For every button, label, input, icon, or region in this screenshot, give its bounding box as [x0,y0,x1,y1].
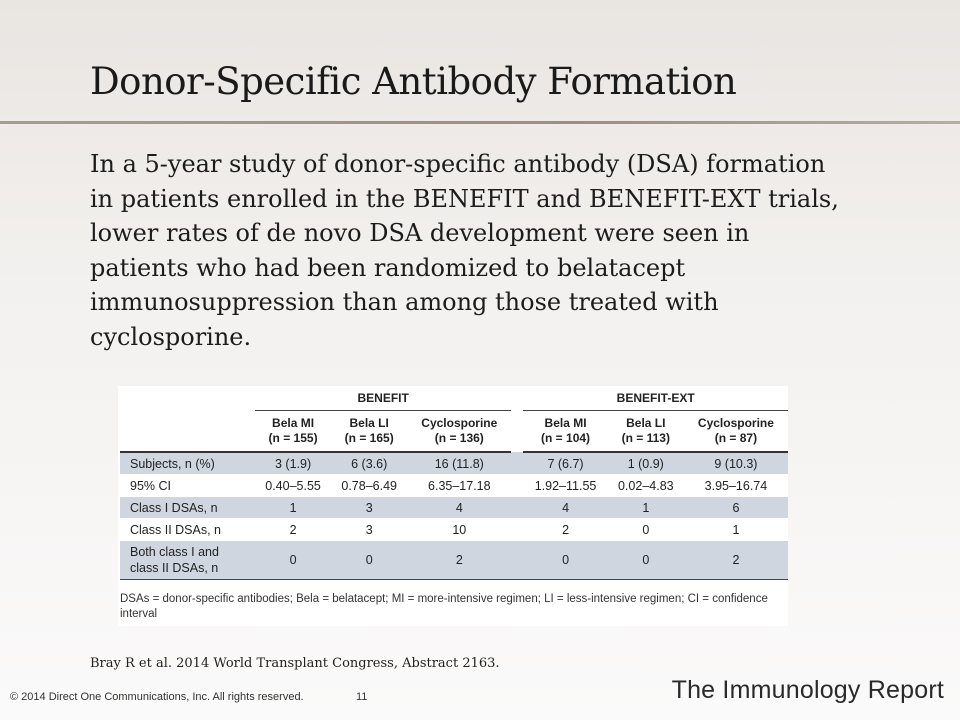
column-header-n: (n = 87) [714,431,758,445]
group-gap [511,519,523,541]
table-row [120,452,788,475]
group-gap [511,541,523,580]
table-column-header-row [120,411,788,453]
table-cell: 16 (11.8) [407,452,511,475]
table-cell: 6.35–17.18 [407,475,511,497]
column-header-n: (n = 165) [344,431,394,445]
column-header [407,411,511,453]
table-row [120,519,788,541]
table-cell: 2 [255,519,331,541]
group-gap [511,411,523,453]
table-cell: 1.92–11.55 [523,475,607,497]
column-header-name: Bela LI [349,416,389,430]
group-gap [511,452,523,475]
table-cell: 0.02–4.83 [608,475,684,497]
table-cell: 2 [523,519,607,541]
table-row [120,541,788,580]
group-header-benefit-ext: BENEFIT-EXT [523,386,788,411]
group-header-benefit: BENEFIT [255,386,511,411]
column-header-name: Cyclosporine [421,416,498,430]
column-header [255,411,331,453]
table-row [120,475,788,497]
column-header-n: (n = 155) [268,431,318,445]
table-cell: 1 [608,497,684,519]
column-header-name: Bela MI [272,416,315,430]
citation: Bray R et al. 2014 World Transplant Congress, Abstract 2163. [90,656,500,671]
table-footnote: DSAs = donor-specific antibodies; Bela = belatacept; MI = more-intensive regimen; LI = less-intensive regimen; CI = confidence interval [120,593,768,620]
table-cell: 6 (3.6) [331,452,407,475]
slide-title: Donor-Specific Antibody Formation [90,60,737,103]
title-divider [0,121,960,124]
table-cell: 3 [331,519,407,541]
page-number: 11 [356,691,368,703]
table-cell: 2 [407,541,511,580]
group-gap [511,497,523,519]
table-cell: 1 [255,497,331,519]
column-header-n: (n = 104) [541,431,591,445]
row-label-line: Both class I and [130,545,219,559]
row-label-line: class II DSAs, n [130,561,219,575]
column-header [331,411,407,453]
table-cell: 0 [608,519,684,541]
table-group-header-row [120,386,788,411]
table-row [120,497,788,519]
column-header-name: Bela LI [626,416,666,430]
table-cell: 3 [331,497,407,519]
group-gap [511,475,523,497]
table-cell: 6 [684,497,788,519]
column-header-n: (n = 136) [434,431,484,445]
table-cell: 0 [331,541,407,580]
table-cell: 7 (6.7) [523,452,607,475]
table-cell: 0.78–6.49 [331,475,407,497]
table-cell: 0 [523,541,607,580]
row-label [120,541,255,580]
body-paragraph: In a 5-year study of donor-specific antibody (DSA) formation in patients enrolled in the BENEFIT and BENEFIT-EXT trials, lower rates of de novo DSA development were seen in patients who had been randomized to belatacept immunosuppression than among those treated with cyclosporine. [90,150,839,351]
table-cell: 2 [684,541,788,580]
column-header [684,411,788,453]
column-header-name: Cyclosporine [697,416,774,430]
group-gap [511,386,523,411]
table-cell: 4 [407,497,511,519]
table-cell: 3 (1.9) [255,452,331,475]
copyright-notice: © 2014 Direct One Communications, Inc. All rights reserved. [10,691,304,703]
column-header [608,411,684,453]
row-label: Subjects, n (%) [120,452,255,475]
row-label: Class II DSAs, n [120,519,255,541]
dsa-results-table [120,386,788,580]
column-header-name: Bela MI [544,416,587,430]
column-header-n: (n = 113) [621,431,670,445]
table-cell: 3.95–16.74 [684,475,788,497]
table-corner-cell [120,411,255,453]
table-cell: 0 [608,541,684,580]
column-header [523,411,607,453]
table-cell: 9 (10.3) [684,452,788,475]
table-corner-cell [120,386,255,411]
row-label: Class I DSAs, n [120,497,255,519]
table-cell: 0.40–5.55 [255,475,331,497]
brand-logo-text: The Immunology Report [671,676,944,704]
table-cell: 10 [407,519,511,541]
table-cell: 0 [255,541,331,580]
table-cell: 1 (0.9) [608,452,684,475]
table-cell: 4 [523,497,607,519]
table-cell: 1 [684,519,788,541]
dsa-table-panel [118,386,788,626]
row-label: 95% CI [120,475,255,497]
